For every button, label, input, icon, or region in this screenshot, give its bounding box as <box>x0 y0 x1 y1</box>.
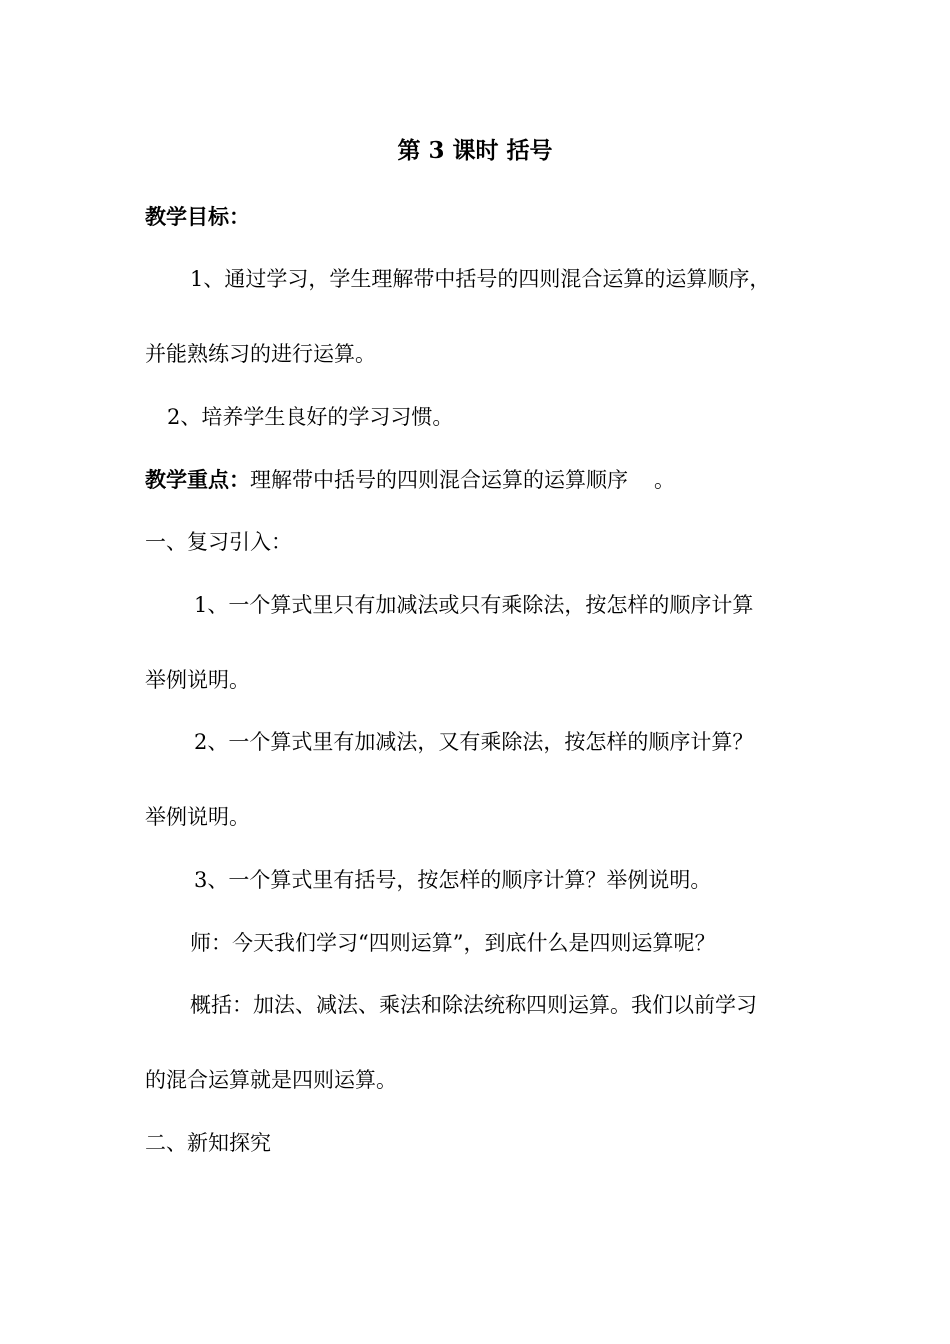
review-2-line-1: 2、一个算式里有加减法，又有乘除法，按怎样的顺序计算？ <box>194 730 754 754</box>
page-title: 第 3 课时 括号 <box>397 137 553 164</box>
objectives-heading: 教学目标： <box>145 204 250 229</box>
keypoint-text: 理解带中括号的四则混合运算的运算顺序 <box>250 468 628 492</box>
objective-2: 2、培养学生良好的学习习惯。 <box>167 405 454 429</box>
summary-line-2: 的混合运算就是四则运算。 <box>145 1068 397 1092</box>
review-2-line-2: 举例说明。 <box>145 805 250 829</box>
review-1-line-1: 1、一个算式里只有加减法或只有乘除法，按怎样的顺序计算 <box>194 593 754 617</box>
keypoint-end: 。 <box>654 468 675 492</box>
section-2-heading: 二、新知探究 <box>145 1131 271 1155</box>
objective-1-line-1: 1、通过学习，学生理解带中括号的四则混合运算的运算顺序， <box>190 267 771 291</box>
objective-1-line-2: 并能熟练习的进行运算。 <box>145 342 376 366</box>
keypoint-label: 教学重点： <box>145 467 250 492</box>
section-1-heading: 一、复习引入： <box>145 530 292 554</box>
keypoint-line <box>145 466 675 494</box>
teacher-line: 师：今天我们学习“四则运算”，到底什么是四则运算呢？ <box>190 931 716 955</box>
summary-line-1: 概括：加法、减法、乘法和除法统称四则运算。我们以前学习 <box>190 993 757 1017</box>
review-3: 3、一个算式里有括号，按怎样的顺序计算？举例说明。 <box>194 868 712 892</box>
review-1-line-2: 举例说明。 <box>145 668 250 692</box>
